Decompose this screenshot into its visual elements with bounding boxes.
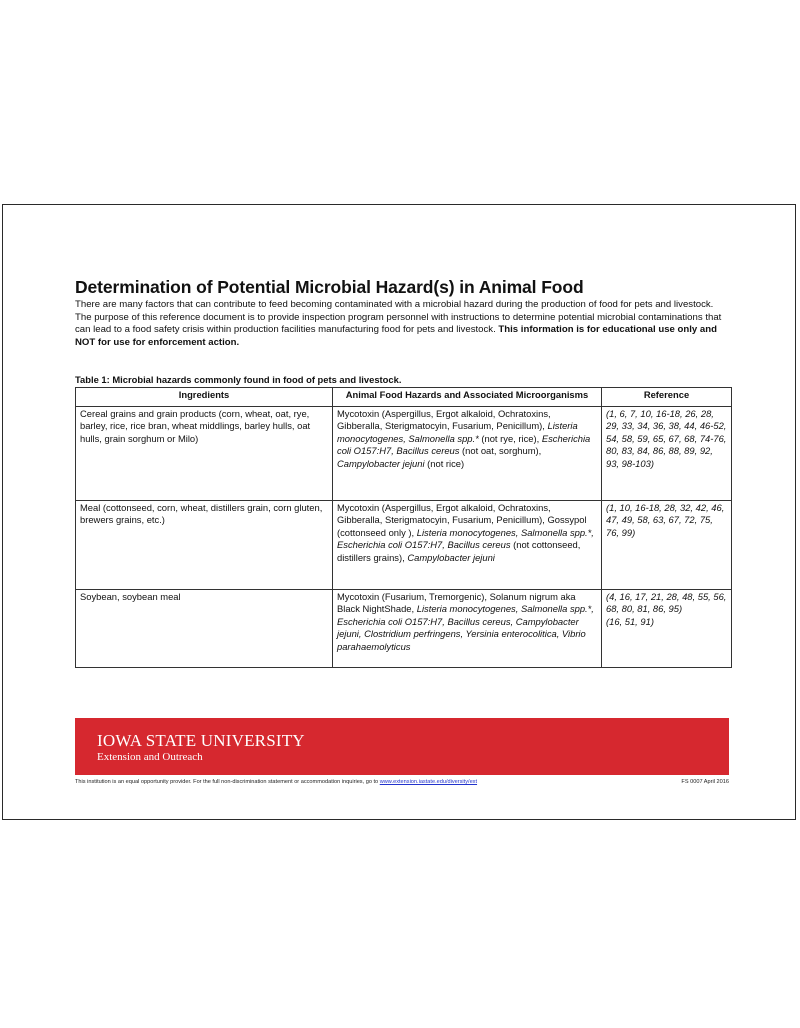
footer-statement: This institution is an equal opportunity provider. For the full non-discrimination statement or accommodation inquiries, go to <box>75 779 380 785</box>
table-row <box>76 589 732 667</box>
ingredient-cell: Soybean, soybean meal <box>76 589 333 667</box>
header-hazards: Animal Food Hazards and Associated Microorganisms <box>333 388 602 407</box>
publication-code: FS 0007 April 2016 <box>681 779 729 785</box>
hazards-organisms: Listeria monocytogenes, Salmonella spp.*, Escherichia coli O157:H7, Bacillus cereus, Campylobacter jejuni, Clostridium perfringens, Yersinia enterocolitica, Vibrio parahaemolyticus <box>337 603 594 652</box>
table-caption: Table 1: Microbial hazards commonly found in food of pets and livestock. <box>75 374 402 386</box>
document-page <box>2 204 796 820</box>
reference-list: (4, 16, 17, 21, 28, 48, 55, 56, 68, 80, 81, 86, 95) <box>606 590 727 615</box>
reference-cell: (1, 10, 16-18, 28, 32, 42, 46, 47, 49, 58, 63, 67, 72, 75, 76, 99) <box>602 500 732 589</box>
hazards-organisms: Campylobacter jejuni <box>407 551 495 563</box>
ingredient-cell: Meal (cottonseed, corn, wheat, distillers grain, corn gluten, brewers grains, etc.) <box>76 500 333 589</box>
hazards-table <box>75 387 732 668</box>
hazards-text: Mycotoxin (Aspergillus, Ergot alkaloid, Ochratoxins, Gibberalla, Sterigmatocyin, Fusarium, Penicillum), Gossypol (cottonseed only ), <box>337 501 587 538</box>
hazards-text: Mycotoxin (Fusarium, Tremorgenic), Solanum nigrum aka Black NightShade, <box>337 590 576 615</box>
university-subtitle: Extension and Outreach <box>97 751 203 763</box>
intro-text: There are many factors that can contribute to feed becoming contaminated with a microbial hazard during the production of food for pets and livestock. The purpose of this reference document is to provide inspection program personnel with instructions to determine potential microbial contaminations that can lead to a food safety crisis within production facilities manufacturing food for pets and livestock. <box>75 299 722 336</box>
reference-list: (16, 51, 91) <box>606 615 654 627</box>
hazards-cell <box>333 406 602 500</box>
hazards-organisms: Campylobacter jejuni <box>337 457 425 469</box>
hazards-note: (not oat, sorghum), <box>459 445 542 457</box>
document-title: Determination of Potential Microbial Hazard(s) in Animal Food <box>75 277 584 297</box>
intro-paragraph <box>75 299 731 349</box>
hazards-cell <box>333 589 602 667</box>
diversity-link[interactable]: www.extension.iastate.edu/diversity/ext <box>379 779 478 785</box>
hazards-note: (not rye, rice), <box>478 432 542 444</box>
university-banner <box>75 718 729 775</box>
hazards-organisms: Escherichia coli O157:H7, Bacillus cereus <box>337 432 591 457</box>
reference-cell: (1, 6, 7, 10, 16-18, 26, 28, 29, 33, 34, 36, 38, 44, 46-52, 54, 58, 59, 65, 67, 68, 74-76, 80, 83, 84, 86, 88, 89, 92, 93, 98-103) <box>602 406 732 500</box>
footer <box>75 779 731 786</box>
document-content <box>75 277 731 668</box>
university-name: IOWA STATE UNIVERSITY <box>97 731 305 750</box>
reference-cell <box>602 589 732 667</box>
hazards-organisms: Listeria monocytogenes, Salmonella spp.* <box>337 420 578 444</box>
hazards-note: (not rice) <box>424 457 465 469</box>
hazards-organisms: Listeria monocytogenes, Salmonella spp.*, Escherichia coli O157:H7, Bacillus cereus <box>337 526 594 551</box>
hazards-note: (not cottonseed, distillers grains), <box>337 539 581 563</box>
header-ingredients: Ingredients <box>76 388 333 407</box>
hazards-text: Mycotoxin (Aspergillus, Ergot alkaloid, Ochratoxins, Gibberalla, Sterigmatocyin, Fusarium, Penicillum), <box>337 407 551 432</box>
intro-disclaimer: This information is for educational use only and NOT for use for enforcement action. <box>75 324 717 348</box>
ingredient-cell: Cereal grains and grain products (corn, wheat, oat, rye, barley, rice, rice bran, wheat middlings, barley hulls, oat hulls, grain sorghum or Milo) <box>76 406 333 500</box>
hazards-cell <box>333 500 602 589</box>
table-row <box>76 500 732 589</box>
table-header-row <box>76 388 732 407</box>
header-reference: Reference <box>602 388 732 407</box>
table-row <box>76 406 732 500</box>
